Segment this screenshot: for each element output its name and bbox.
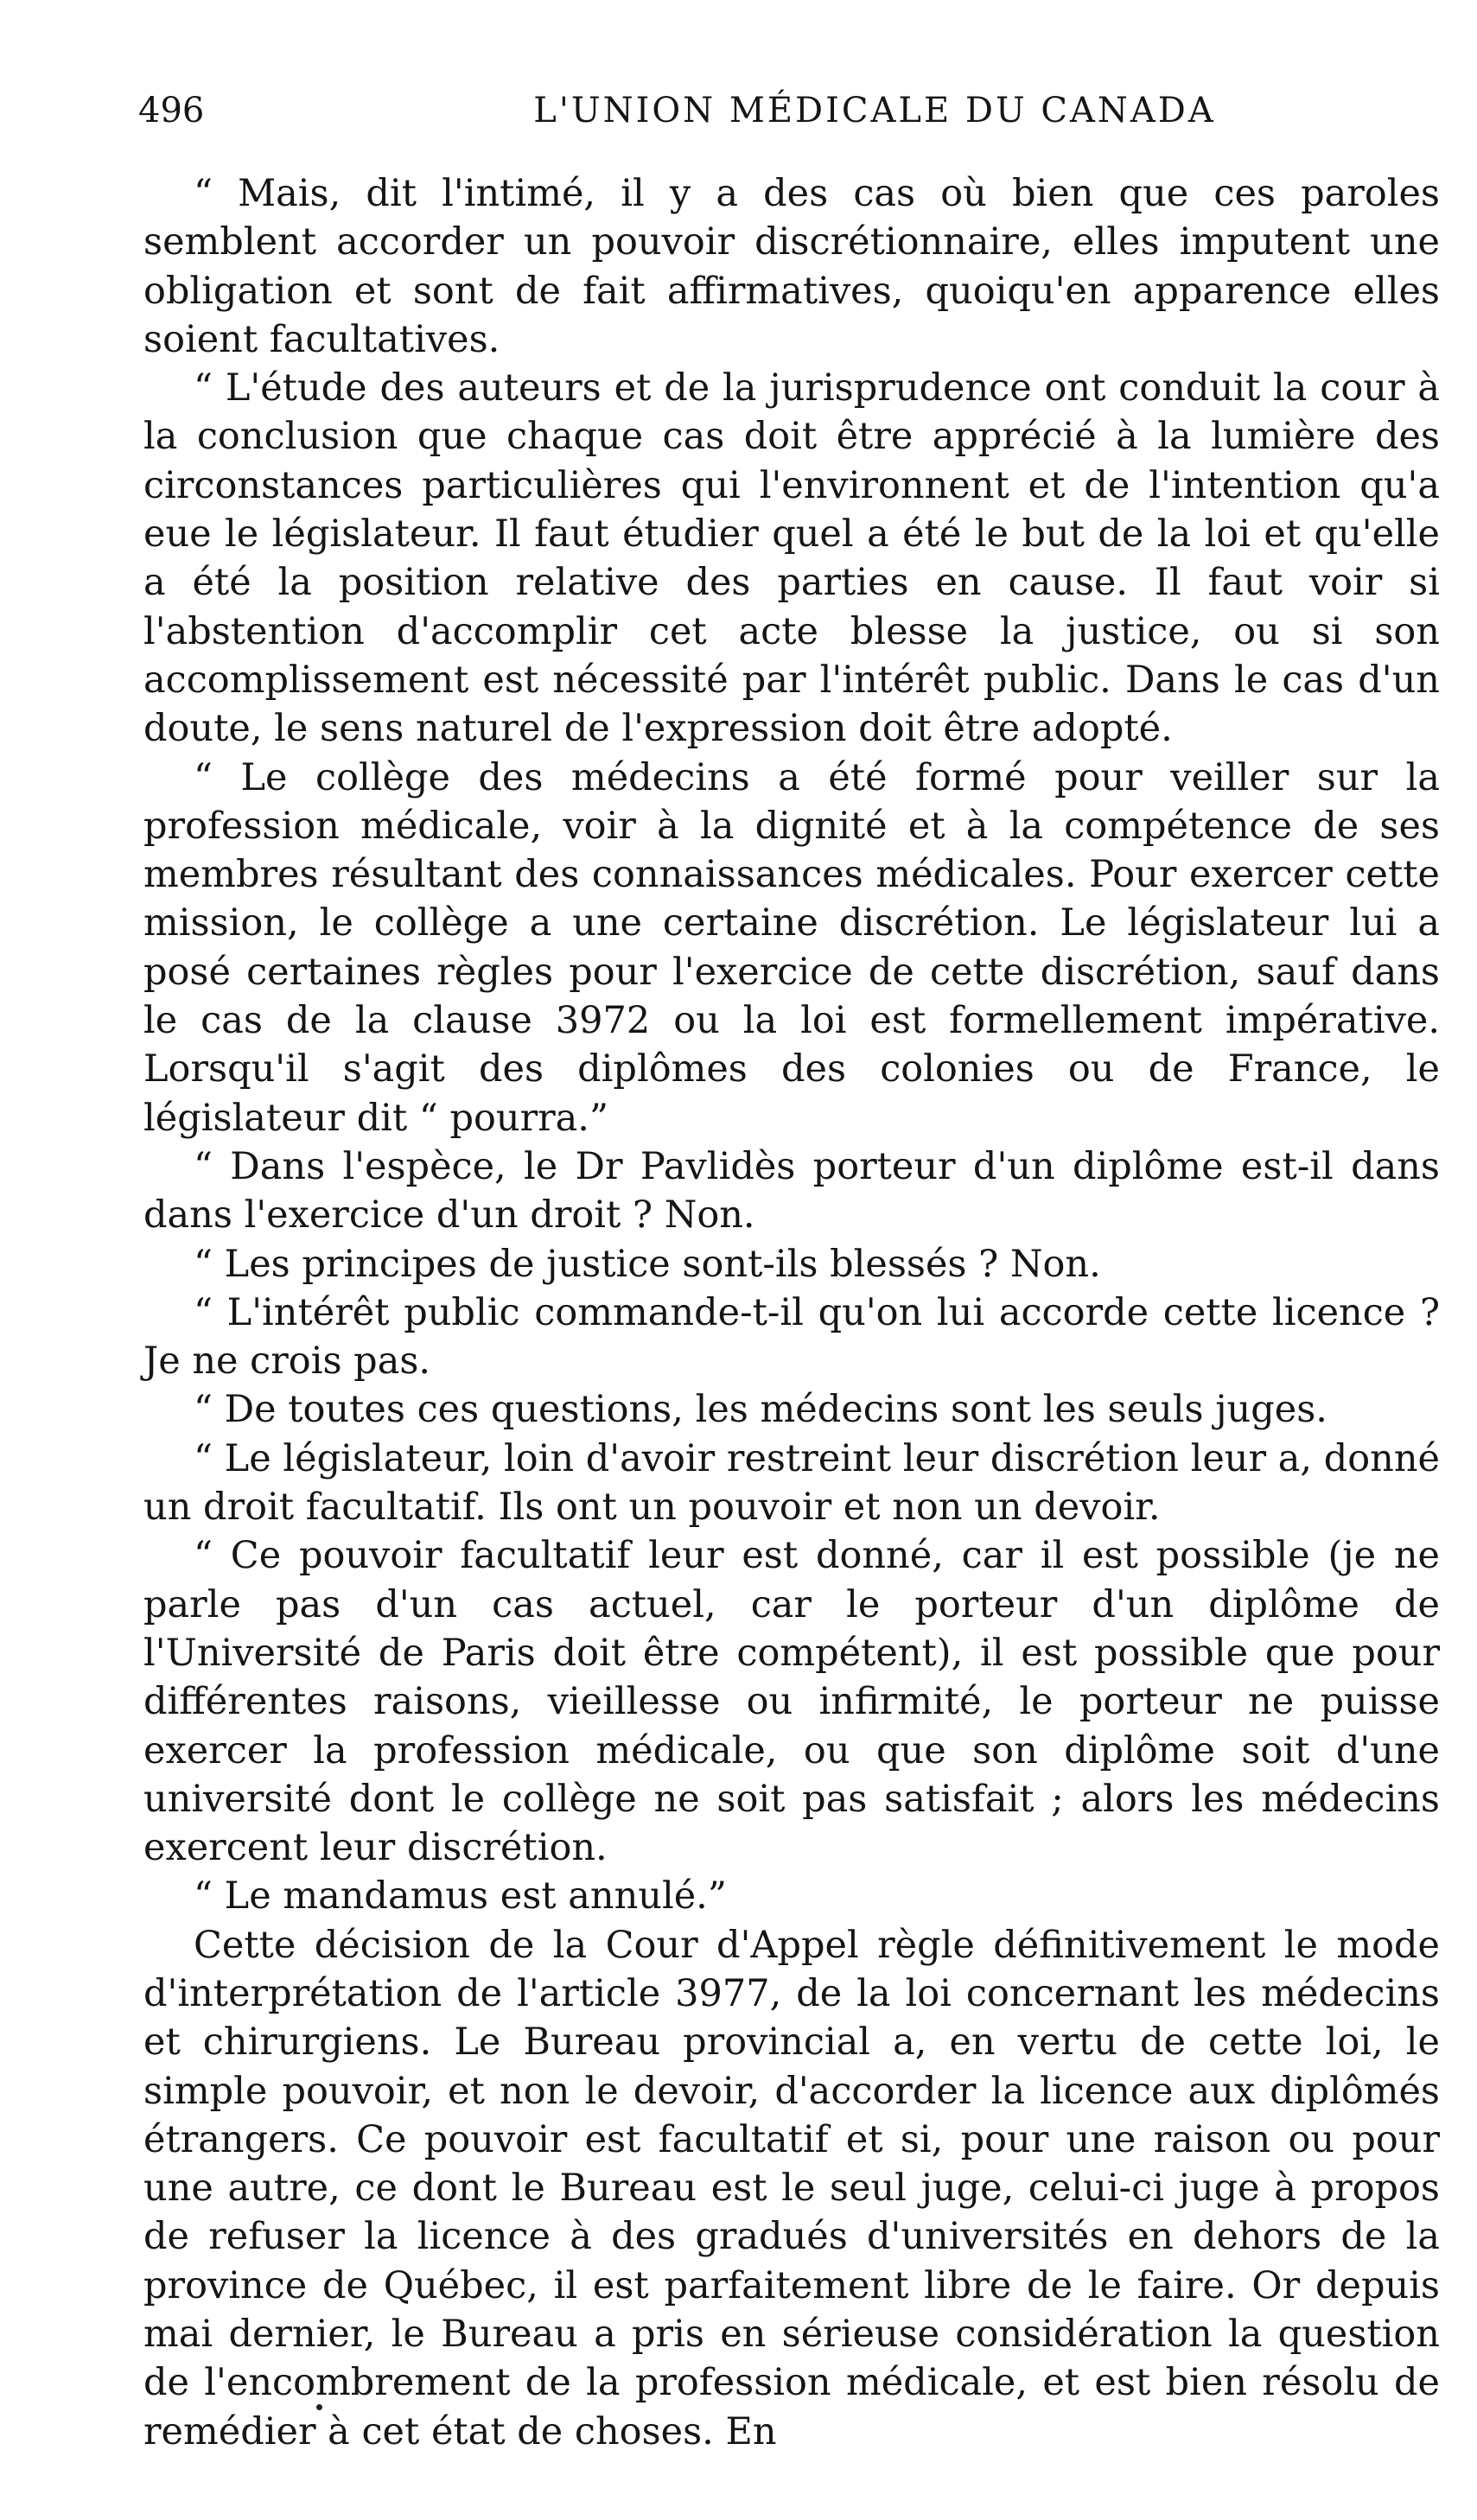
paragraph: “ Le mandamus est annulé.” [194, 1874, 727, 1919]
paragraph: “ Dans l'espèce, le Dr Pavlidès porteur d'un diplôme est-il dans dans l'exercice d'un droit ? Non. [143, 1144, 1440, 1238]
paragraph: “ De toutes ces questions, les médecins sont les seuls juges. [194, 1388, 1327, 1432]
body-text [143, 169, 1440, 2456]
running-title: L'UNION MÉDICALE DU CANADA [533, 91, 1216, 130]
page-header [131, 90, 1436, 131]
paragraph: “ Les principes de justice sont-ils blessés ? Non. [194, 1242, 1101, 1286]
paragraph: “ Mais, dit l'intimé, il y a des cas où bien que ces paroles semblent accorder un pouvoir discrétionnaire, elles imputent une obligation et sont de fait affirmatives, quoiqu'en apparence elles soient facultatives. [143, 172, 1440, 361]
stray-ink-dot [316, 2404, 322, 2410]
paragraph: Cette décision de la Cour d'Appel règle définitivement le mode d'interprétation de l'article 3977, de la loi concernant les médecins et chirurgiens. Le Bureau provincial a, en vertu de cette loi, le simple pouvoir, et non le devoir, d'accorder la licence aux diplômés étrangers. Ce pouvoir est facultatif et si, pour une raison ou pour une autre, ce dont le Bureau est le seul juge, celui-ci juge à propos de refuser la licence à des gradués d'universités en dehors de la province de Québec, il est parfaitement libre de le faire. Or depuis mai dernier, le Bureau a pris en sérieuse considération la question de l'encombrement de la profession médicale, et est bien résolu de remédier à cet état de choses. En [143, 1923, 1440, 2453]
paragraph: “ Le législateur, loin d'avoir restreint leur discrétion leur a, donné un droit facultatif. Ils ont un pouvoir et non un devoir. [143, 1436, 1440, 1530]
paragraph: “ L'intérêt public commande-t-il qu'on lui accorde cette licence ? Je ne crois pas. [143, 1290, 1440, 1384]
paragraph: “ Ce pouvoir facultatif leur est donné, car il est possible (je ne parle pas d'un cas actuel, car le porteur d'un diplôme de l'Université de Paris doit être compétent), il est possible que pour différentes raisons, vieillesse ou infirmité, le porteur ne puisse exercer la profession médicale, ou que son diplôme soit d'une université dont le collège ne soit pas satisfait ; alors les médecins exercent leur discrétion. [143, 1534, 1440, 1870]
paragraph: “ L'étude des auteurs et de la jurisprudence ont conduit la cour à la conclusion que chaque cas doit être apprécié à la lumière des circonstances particulières qui l'environnent et de l'intention qu'a eue le législateur. Il faut étudier quel a été le but de la loi et qu'elle a été la position relative des parties en cause. Il faut voir si l'abstention d'accomplir cet acte blesse la justice, ou si son accomplissement est nécessité par l'intérêt public. Dans le cas d'un doute, le sens naturel de l'expression doit être adopté. [143, 366, 1440, 751]
paragraph: “ Le collège des médecins a été formé pour veiller sur la profession médicale, voir à la dignité et à la compétence de ses membres résultant des connaissances médicales. Pour exercer cette mission, le collège a une certaine discrétion. Le législateur lui a posé certaines règles pour l'exercice de cette discrétion, sauf dans le cas de la clause 3972 ou la loi est formellement impérative. Lorsqu'il s'agit des diplômes des colonies ou de France, le législateur dit “ pourra.” [143, 755, 1440, 1140]
page-number: 496 [138, 91, 205, 130]
